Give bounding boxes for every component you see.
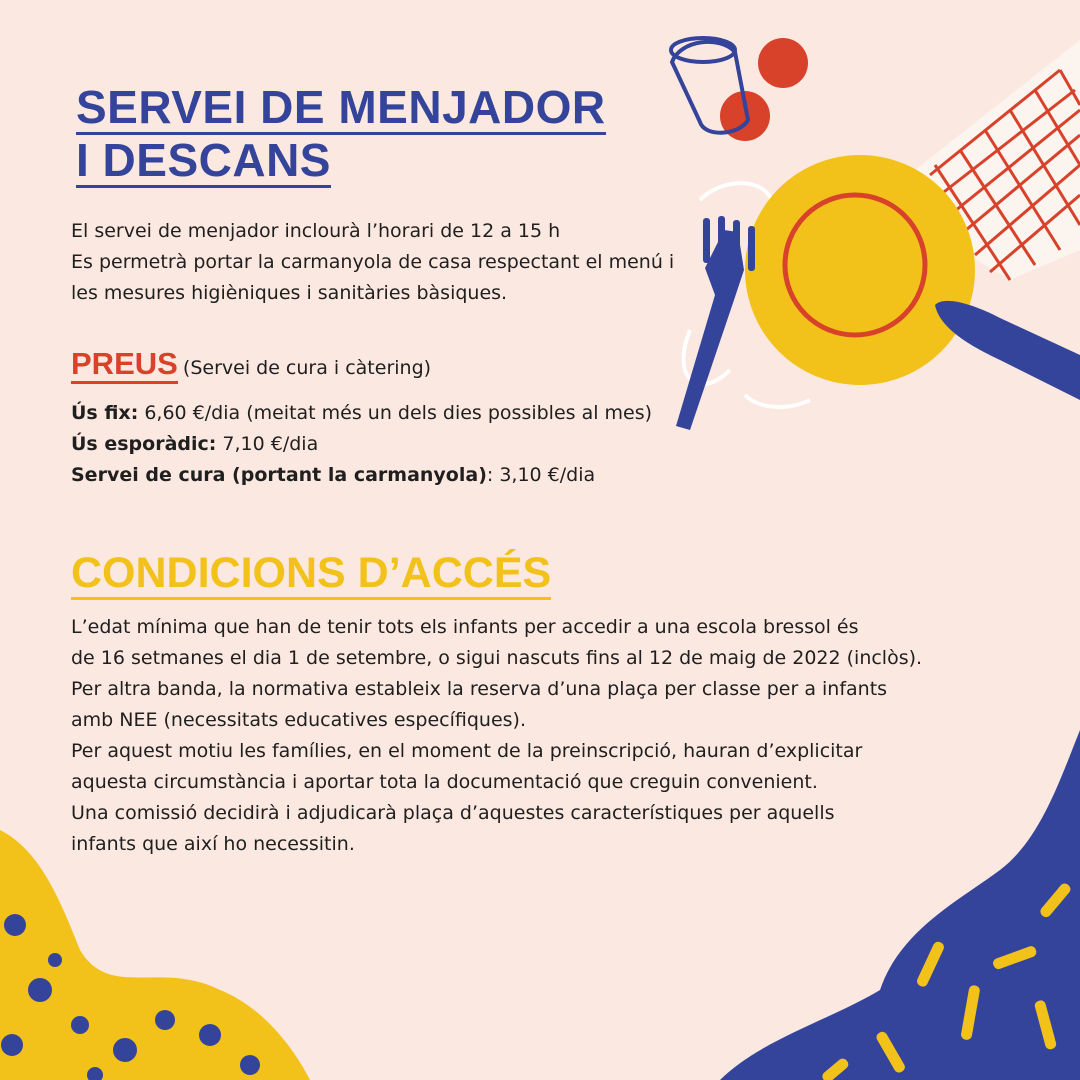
conditions-line: infants que així ho necessitin. (71, 833, 355, 855)
glass-icon (671, 38, 808, 141)
conditions-line: Una comissió decidirà i adjudicarà plaça d’aquestes característiques per aquells (71, 802, 835, 824)
price-value: : 3,10 €/dia (486, 464, 596, 486)
price-item (71, 429, 711, 460)
title-line-1: SERVEI DE MENJADOR (76, 81, 606, 133)
intro-line: les mesures higièniques i sanitàries bàsiques. (71, 282, 508, 304)
price-value: 7,10 €/dia (216, 433, 319, 455)
plate-icon (745, 155, 975, 385)
knife-icon (935, 301, 1080, 400)
section-title-condicions (71, 548, 551, 598)
price-label: Ús esporàdic: (71, 433, 217, 455)
yellow-blob (0, 830, 310, 1080)
conditions-line: aquesta circumstància i aportar tota la documentació que creguin convenient. (71, 771, 818, 793)
conditions-line: Per altra banda, la normativa estableix la reserva d’una plaça per classe per a infants (71, 678, 888, 700)
section-title-menjador (76, 82, 606, 188)
prices-list (71, 398, 711, 491)
conditions-line: L’edat mínima que han de tenir tots els infants per accedir a una escola bressol és (71, 616, 859, 638)
conditions-line: amb NEE (necessitats educatives específiques). (71, 709, 527, 731)
price-label: Ús fix: (71, 402, 139, 424)
conditions-line: de 16 setmanes el dia 1 de setembre, o sigui nascuts fins al 12 de maig de 2022 (inclòs). (71, 647, 923, 669)
prices-subtitle: (Servei de cura i càtering) (182, 357, 432, 379)
condicions-title: CONDICIONS D’ACCÉS (71, 549, 551, 600)
intro-paragraph (71, 216, 711, 309)
title-line-2: I DESCANS (76, 134, 331, 186)
conditions-paragraph (71, 612, 1031, 860)
price-value: 6,60 €/dia (meitat més un dels dies possibles al mes) (138, 402, 653, 424)
price-label: Servei de cura (portant la carmanyola) (71, 464, 487, 486)
price-item (71, 460, 711, 491)
prices-title: PREUS (71, 346, 178, 384)
conditions-line: Per aquest motiu les famílies, en el moment de la preinscripció, hauran d’explicitar (71, 740, 863, 762)
intro-line: El servei de menjador inclourà l’horari de 12 a 15 h (71, 220, 561, 242)
prices-heading (71, 346, 431, 382)
price-item (71, 398, 711, 429)
intro-line: Es permetrà portar la carmanyola de casa respectant el menú i (71, 251, 675, 273)
